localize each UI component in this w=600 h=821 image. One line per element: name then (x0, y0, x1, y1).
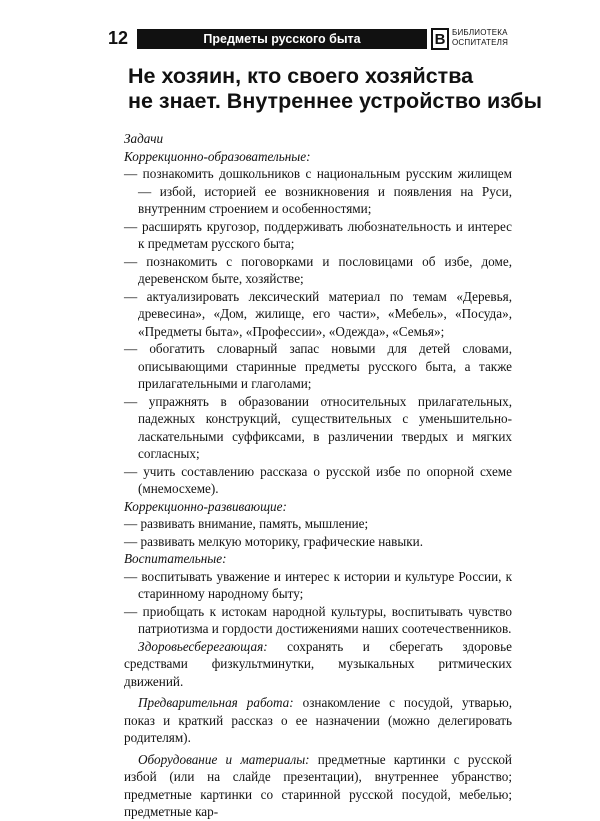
health-saving-paragraph (124, 638, 512, 691)
page-number: 12 (108, 28, 129, 48)
list-item: — развивать мелкую моторику, графические навыки. (124, 533, 423, 549)
equipment-paragraph (124, 751, 512, 821)
list-item: — обогатить словарный запас новыми для детей словами, описывающими старинные предметы русского быта, а также прилагательными и глаголами; (124, 341, 512, 391)
page-header (0, 26, 600, 54)
list-item: — воспитывать уважение и интерес к истории и культуре России, к старинному народному быту; (124, 568, 512, 601)
list-item: — познакомить с поговорками и пословицами об избе, доме, деревенском быте, хозяйстве; (124, 253, 512, 286)
list-item: — познакомить дошкольников с национальным русским жилищем — избой, историей ее возникновения и появления на Руси, внутренним строением и особенностями; (124, 166, 512, 216)
running-header-title: Предметы русского быта (137, 29, 427, 49)
series-logo-block (431, 26, 509, 54)
paragraph-label: Предварительная работа: (138, 695, 294, 710)
list-item: — упражнять в образовании относительных прилагательных, падежных конструкций, существительных с уменьшительно-ласкательными суффиксами, в различении твердых и мягких согласных; (124, 393, 512, 461)
preliminary-work-paragraph (124, 694, 512, 747)
correction-educational-heading: Коррекционно-образовательные: (124, 148, 311, 164)
series-line-1: БИБЛИОТЕКА (452, 28, 508, 37)
series-logo-letter: В (434, 31, 446, 48)
body-text (124, 130, 512, 821)
correction-developmental-heading: Коррекционно-развивающие: (124, 498, 287, 514)
list-item: — актуализировать лексический материал по темам «Деревья, древесина», «Дом, жилище, его части», «Мебель», «Посуда», «Предметы быта», «Профессии», «Одежда», «Семья»; (124, 288, 512, 339)
paragraph-label: Оборудование и материалы: (138, 751, 310, 767)
chapter-title-line-2: не знает. Внутреннее устройство избы (128, 89, 542, 113)
list-item: — учить составлению рассказа о русской избе по опорной схеме (мнемосхеме). (124, 463, 512, 496)
series-name (452, 28, 508, 48)
list-item: — развивать внимание, память, мышление; (124, 516, 369, 531)
paragraph-text: ознакомление с посудой, утварью, показ и краткий рассказ о ее назначении (можно делегировать родителям). (124, 695, 512, 745)
chapter-title (128, 64, 548, 114)
list-item: — приобщать к истокам народной культуры, воспитывать чувство патриотизма и гордости достижениями наших соотечественников. (124, 603, 512, 636)
paragraph-label: Здоровьесберегающая: (138, 638, 268, 654)
series-line-2: ОСПИТАТЕЛЯ (452, 38, 509, 47)
chapter-title-line-1: Не хозяин, кто своего хозяйства (128, 64, 474, 88)
educational-heading: Воспитательные: (124, 551, 227, 566)
tasks-heading: Задачи (124, 131, 164, 146)
series-logo-icon (431, 28, 449, 50)
paragraph-text: сохранять и сберегать здоровье средствами физкультминутки, музыкальных ритмических движений. (124, 638, 512, 689)
list-item: — расширять кругозор, поддерживать любознательность и интерес к предметам русского быта; (124, 218, 512, 251)
paragraph-text: предметные картинки с русской избой (или на слайде презентации), внутреннее убранство; предметные картинки со старинной русской посудой, мебелью; предметные кар- (124, 751, 512, 819)
